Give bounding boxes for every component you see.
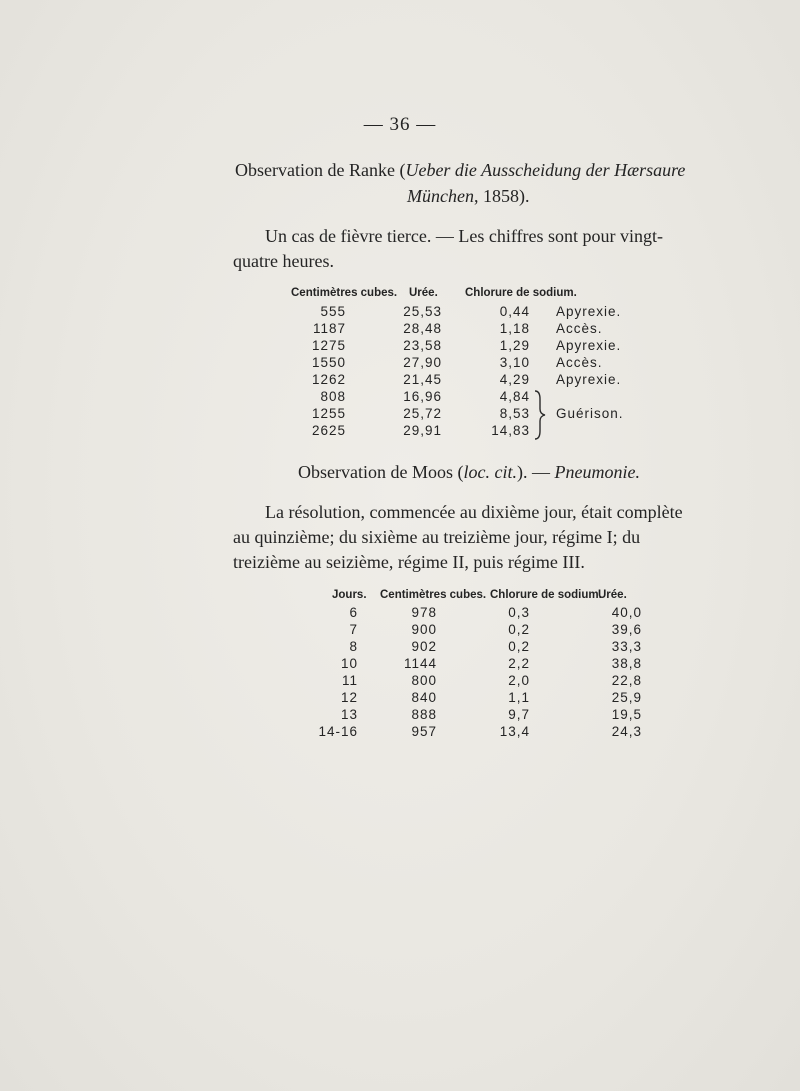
table2-header-jours: Jours.	[332, 589, 367, 601]
right-brace-icon	[533, 389, 547, 441]
table2-jour: 6	[349, 605, 358, 620]
table2-cc: 957	[411, 724, 437, 739]
table1-cc: 1262	[311, 372, 346, 387]
table1-note: Apyrexie.	[556, 372, 622, 387]
table2-uree: 39,6	[611, 622, 642, 637]
table2-cc: 902	[411, 639, 437, 654]
obs1-text-line2: quatre heures.	[233, 251, 334, 271]
obs1-title-line2	[407, 186, 529, 207]
table2-uree: 33,3	[611, 639, 642, 654]
obs1-title-italic: Ueber die Ausscheidung der Hærsaure	[405, 160, 686, 180]
table2-uree: 19,5	[611, 707, 642, 722]
table2-jour: 10	[340, 656, 358, 671]
table1-cc: 2625	[311, 423, 346, 438]
table1-header-uree: Urée.	[409, 287, 438, 299]
obs2-title-mid: ). —	[516, 462, 555, 482]
table1-header-chlorure: Chlorure de sodium.	[465, 287, 577, 299]
table2-cc: 1144	[403, 656, 437, 671]
obs2-title-prefix: Observation de Moos (	[298, 462, 464, 482]
table2-cc: 888	[411, 707, 437, 722]
table2-chlorure: 0,2	[508, 639, 530, 654]
table2-chlorure: 0,3	[508, 605, 530, 620]
obs2-title-ref: loc. cit.	[463, 462, 517, 482]
table2-jour: 13	[340, 707, 358, 722]
table1-cc: 1187	[312, 321, 346, 336]
table1-uree: 25,72	[403, 406, 442, 421]
table1-chlorure: 4,84	[499, 389, 530, 404]
table2-jour: 12	[340, 690, 358, 705]
table2-header-chlorure: Chlorure de sodium.	[490, 589, 602, 601]
table2-header-cc: Centimètres cubes.	[380, 589, 487, 601]
table2-cc: 800	[411, 673, 437, 688]
table1-uree: 23,58	[403, 338, 442, 353]
table1-cc: 1255	[311, 406, 346, 421]
obs1-title-line1	[235, 160, 685, 181]
obs2-text-line3: treizième au seizième, régime II, puis régime III.	[233, 552, 585, 572]
obs1-title-city: München	[407, 186, 474, 206]
table1-note: Apyrexie.	[556, 304, 622, 319]
table1-cc: 808	[320, 389, 346, 404]
table1-note: Accès.	[556, 321, 603, 336]
obs2-text-line1: La résolution, commencée au dixième jour, était complète	[265, 502, 683, 522]
table1-chlorure: 4,29	[499, 372, 530, 387]
table1-header-cc: Centimètres cubes.	[291, 287, 398, 299]
table2-chlorure: 2,0	[508, 673, 530, 688]
obs1-title-prefix: Observation de Ranke (	[235, 160, 406, 180]
table1-uree: 27,90	[403, 355, 442, 370]
table2-chlorure: 2,2	[508, 656, 530, 671]
table2-cc: 978	[411, 605, 437, 620]
table2-uree: 38,8	[611, 656, 642, 671]
table2-cc: 840	[411, 690, 437, 705]
table1-chlorure: 1,18	[499, 321, 530, 336]
obs2-title	[298, 462, 640, 483]
table1-brace-label: Guérison.	[556, 406, 624, 421]
table2-jour: 7	[349, 622, 358, 637]
table1-uree: 28,48	[403, 321, 442, 336]
obs1-text-line1: Un cas de fièvre tierce. — Les chiffres sont pour vingt-	[265, 226, 664, 246]
table2-header-uree: Urée.	[598, 589, 627, 601]
table1-note: Apyrexie.	[556, 338, 622, 353]
table1-note: Accès.	[556, 355, 603, 370]
table2-chlorure: 0,2	[508, 622, 530, 637]
table2-uree: 40,0	[611, 605, 642, 620]
obs2-title-topic: Pneumonie.	[554, 462, 640, 482]
table1-cc: 555	[320, 304, 346, 319]
table2-jour: 8	[349, 639, 358, 654]
obs1-title-year: , 1858).	[473, 186, 530, 206]
table2-uree: 24,3	[611, 724, 642, 739]
table2-chlorure: 9,7	[508, 707, 530, 722]
table1-uree: 21,45	[403, 372, 442, 387]
table1-uree: 16,96	[403, 389, 442, 404]
table1-chlorure: 1,29	[499, 338, 530, 353]
obs2-text-line2: au quinzième; du sixième au treizième jour, régime I; du	[233, 527, 641, 547]
table2-cc: 900	[411, 622, 437, 637]
table1-chlorure: 3,10	[499, 355, 530, 370]
table1-chlorure: 0,44	[499, 304, 530, 319]
table2-chlorure: 13,4	[499, 724, 530, 739]
table1-uree: 29,91	[403, 423, 442, 438]
table1-chlorure: 14,83	[491, 423, 530, 438]
table2-jour: 11	[341, 673, 358, 688]
page-number: — 36 —	[363, 114, 437, 135]
table2-chlorure: 1,1	[508, 690, 530, 705]
table2-jour: 14-16	[318, 724, 358, 739]
table2-uree: 25,9	[611, 690, 642, 705]
table1-cc: 1550	[311, 355, 346, 370]
table1-chlorure: 8,53	[499, 406, 530, 421]
table1-uree: 25,53	[403, 304, 442, 319]
table2-uree: 22,8	[611, 673, 642, 688]
table1-cc: 1275	[311, 338, 346, 353]
